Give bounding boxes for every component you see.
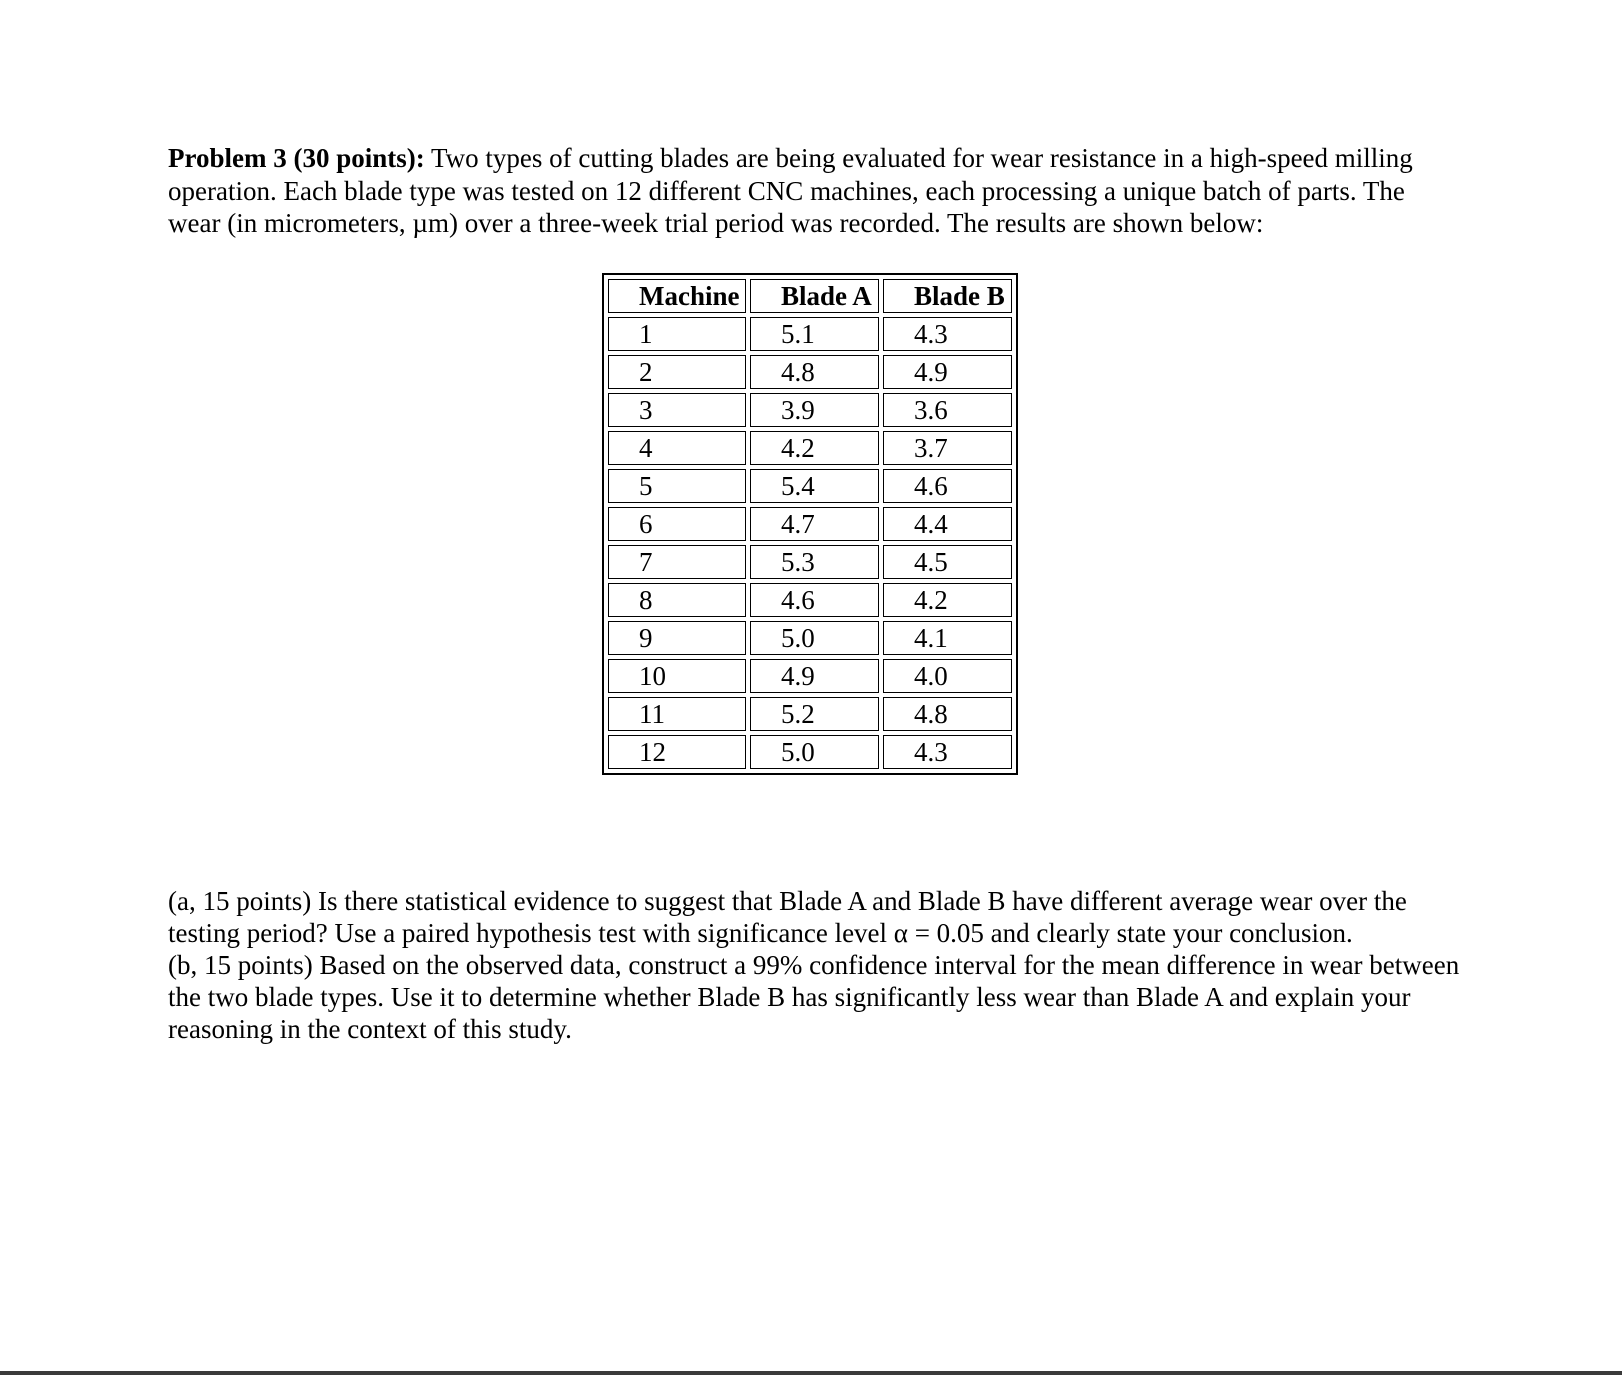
table-row [608,545,1012,579]
bottom-divider [0,1371,1622,1375]
wear-data-table-container [602,273,1018,775]
wear-data-table [602,273,1018,775]
cell-blade-b: 4.3 [883,317,1012,351]
cell-blade-a: 5.0 [750,621,879,655]
cell-blade-a: 4.9 [750,659,879,693]
cell-blade-a: 5.2 [750,697,879,731]
cell-machine: 11 [608,697,746,731]
cell-blade-b: 4.2 [883,583,1012,617]
table-row [608,507,1012,541]
table-row [608,697,1012,731]
cell-machine: 12 [608,735,746,769]
cell-blade-b: 4.8 [883,697,1012,731]
cell-blade-a: 3.9 [750,393,879,427]
table-row [608,735,1012,769]
header-blade-a: Blade A [750,279,879,313]
cell-machine: 3 [608,393,746,427]
cell-blade-b: 4.1 [883,621,1012,655]
cell-blade-b: 3.7 [883,431,1012,465]
cell-blade-b: 4.3 [883,735,1012,769]
table-row [608,431,1012,465]
problem-statement [168,142,1458,240]
cell-machine: 2 [608,355,746,389]
cell-blade-b: 4.0 [883,659,1012,693]
cell-blade-b: 4.6 [883,469,1012,503]
cell-machine: 6 [608,507,746,541]
questions [168,885,1468,1045]
table-row [608,659,1012,693]
cell-blade-a: 4.8 [750,355,879,389]
cell-machine: 5 [608,469,746,503]
cell-blade-b: 4.5 [883,545,1012,579]
table-row [608,355,1012,389]
cell-blade-a: 5.0 [750,735,879,769]
cell-blade-a: 4.7 [750,507,879,541]
header-machine: Machine [608,279,746,313]
cell-blade-a: 4.6 [750,583,879,617]
cell-machine: 4 [608,431,746,465]
cell-machine: 8 [608,583,746,617]
cell-blade-b: 3.6 [883,393,1012,427]
cell-blade-a: 5.4 [750,469,879,503]
table-body [608,317,1012,769]
cell-blade-a: 5.3 [750,545,879,579]
table-header-row [608,279,1012,313]
cell-machine: 10 [608,659,746,693]
cell-machine: 1 [608,317,746,351]
cell-blade-b: 4.9 [883,355,1012,389]
question-a: (a, 15 points) Is there statistical evidence to suggest that Blade A and Blade B have different average wear over the testing period? Use a paired hypothesis test with significance level α = 0.05 and clearly state your conclusion. [168,886,1407,948]
cell-blade-a: 4.2 [750,431,879,465]
table-row [608,317,1012,351]
question-b: (b, 15 points) Based on the observed data, construct a 99% confidence interval for the mean difference in wear between the two blade types. Use it to determine whether Blade B has significantly less wear than Blade A and explain your reasoning in the context of this study. [168,950,1460,1044]
problem-title: Problem 3 (30 points): [168,143,425,173]
table-row [608,469,1012,503]
header-blade-b: Blade B [883,279,1012,313]
cell-blade-a: 5.1 [750,317,879,351]
problem-intro: Two types of cutting blades are being evaluated for wear resistance in a high-speed milling operation. Each blade type was tested on 12 different CNC machines, each processing a unique batch of parts. The wear (in micrometers, µm) over a three-week trial period was recorded. The results are shown below: [168,143,1413,238]
table-row [608,621,1012,655]
table-row [608,583,1012,617]
table-row [608,393,1012,427]
cell-blade-b: 4.4 [883,507,1012,541]
cell-machine: 7 [608,545,746,579]
cell-machine: 9 [608,621,746,655]
